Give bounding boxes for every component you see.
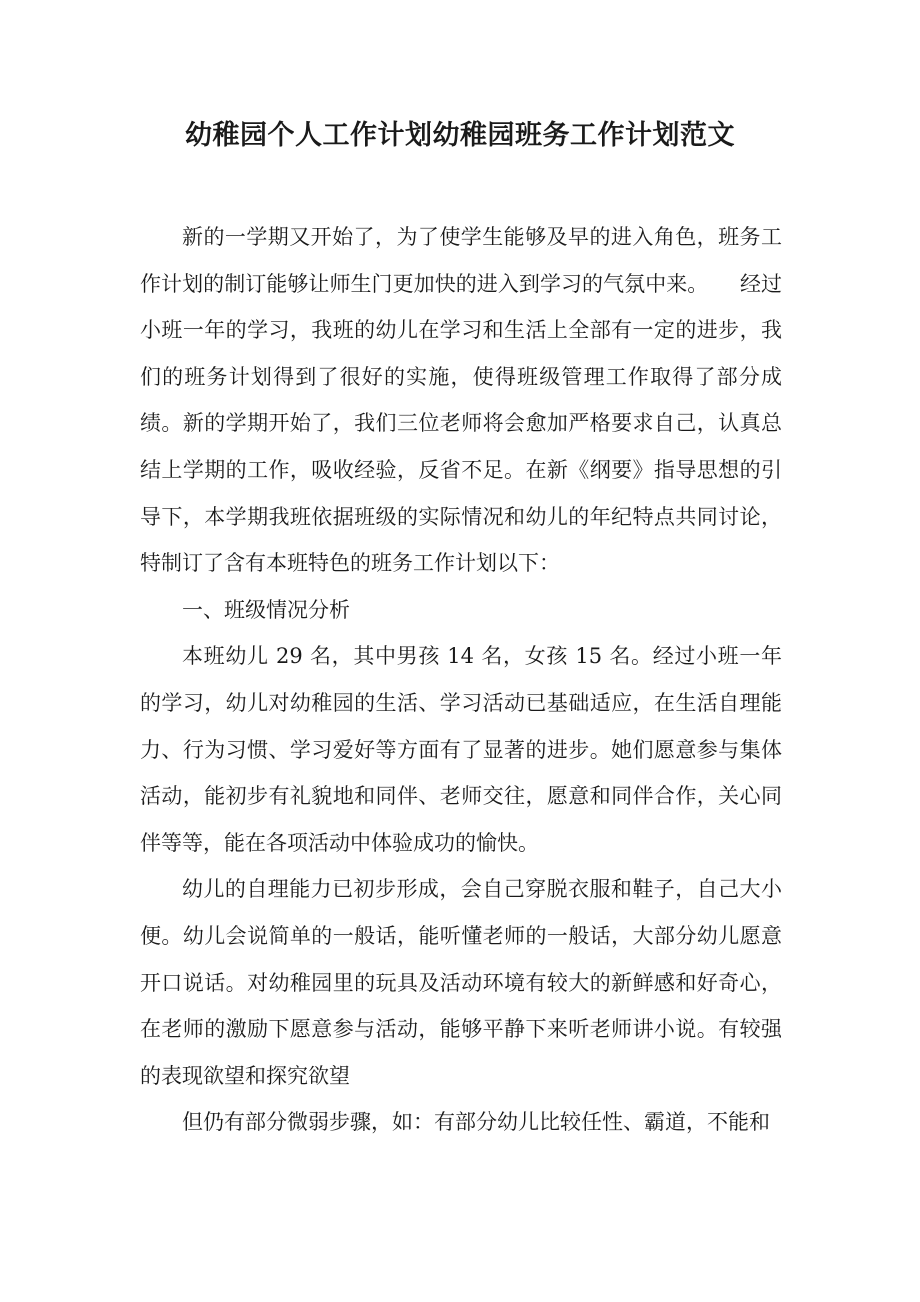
document-title: 幼稚园个人工作计划幼稚园班务工作计划范文 [185, 120, 735, 151]
section-heading-class-analysis: 一、班级情况分析 [182, 597, 350, 622]
paragraph-intro: 新的一学期又开始了，为了使学生能够及早的进入角色，班务工作计划的制订能够让师生门更加快的进入到学习的气氛中来。 经过小班一年的学习，我班的幼儿在学习和生活上全部有一定的进步，我们的班务计划得到了很好的实施，使得班级管理工作取得了部分成绩。新的学期开始了，我们三位老师将会愈加严格要求自己，认真总结上学期的工作，吸收经验，反省不足。在新《纲要》指导思想的引导下，本学期我班依据班级的实际情况和幼儿的年纪特点共同讨论，特制订了含有本班特色的班务工作计划以下： [140, 225, 782, 576]
paragraph-weaknesses: 但仍有部分微弱步骤，如：有部分幼儿比较任性、霸道，不能和 [182, 1110, 770, 1135]
paragraph-self-care: 幼儿的自理能力已初步形成，会自己穿脱衣服和鞋子，自己大小便。幼儿会说简单的一般话，能听懂老师的一般话，大部分幼儿愿意开口说话。对幼稚园里的玩具及活动环境有较大的新鲜感和好奇心，在老师的激励下愿意参与活动，能够平静下来听老师讲小说。有较强的表现欲望和探究欲望 [140, 877, 782, 1088]
document-body [140, 214, 782, 1146]
paragraph-class-overview: 本班幼儿 29 名，其中男孩 14 名，女孩 15 名。经过小班一年的学习，幼儿对幼稚园的生活、学习活动已基础适应，在生活自理能力、行为习惯、学习爱好等方面有了显著的进步。她们愿意参与集体活动，能初步有礼貌地和同伴、老师交往，愿意和同伴合作，关心同伴等等，能在各项活动中体验成功的愉快。 [140, 644, 782, 855]
